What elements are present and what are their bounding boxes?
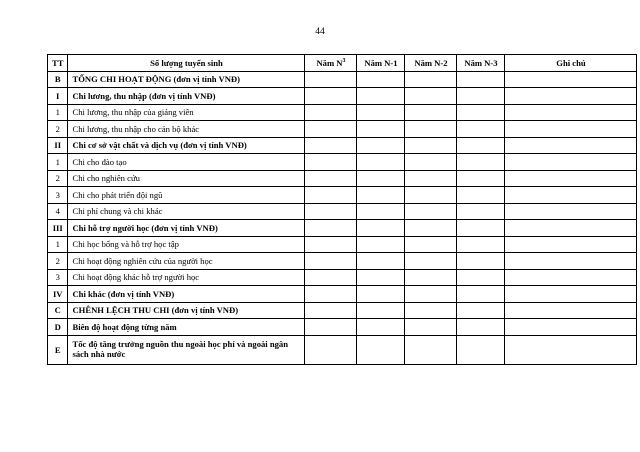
row-year-n1-cell xyxy=(357,104,405,121)
row-description-cell: Chi lương, thu nhập (đơn vị tính VNĐ) xyxy=(68,88,305,105)
row-tt-cell: C xyxy=(48,302,68,319)
row-description-cell: Chi cho nghiên cứu xyxy=(68,170,305,187)
row-notes-cell xyxy=(505,253,637,270)
row-tt-cell: IV xyxy=(48,286,68,303)
row-year-n3-cell xyxy=(457,220,505,237)
row-year-n1-cell xyxy=(357,88,405,105)
page-number: 44 xyxy=(315,27,325,37)
table-row xyxy=(48,269,637,286)
row-description-cell: Chi lương, thu nhập của giảng viên xyxy=(68,104,305,121)
row-notes-cell xyxy=(505,154,637,171)
row-description-cell: Chi cơ sở vật chất và dịch vụ (đơn vị tính VNĐ) xyxy=(68,137,305,154)
table-row xyxy=(48,286,637,303)
row-year-n-cell xyxy=(305,236,357,253)
row-year-n1-cell xyxy=(357,253,405,270)
row-year-n1-cell xyxy=(357,203,405,220)
row-description-cell: Chi cho đào tạo xyxy=(68,154,305,171)
row-year-n-cell xyxy=(305,104,357,121)
row-year-n-cell xyxy=(305,319,357,336)
row-year-n1-cell xyxy=(357,170,405,187)
row-year-n-cell xyxy=(305,335,357,364)
row-description-cell: CHÊNH LỆCH THU CHI (đơn vị tính VNĐ) xyxy=(68,302,305,319)
table-row xyxy=(48,253,637,270)
row-tt-cell: E xyxy=(48,335,68,364)
row-description-cell: Biên độ hoạt động từng năm xyxy=(68,319,305,336)
row-year-n2-cell xyxy=(405,269,457,286)
row-year-n1-cell xyxy=(357,319,405,336)
row-year-n3-cell xyxy=(457,121,505,138)
header-notes: Ghi chú xyxy=(505,55,637,72)
row-year-n-cell xyxy=(305,302,357,319)
row-tt-cell: 2 xyxy=(48,170,68,187)
row-year-n3-cell xyxy=(457,104,505,121)
table-row xyxy=(48,154,637,171)
row-description-cell: Chi hoạt động nghiên cứu của người học xyxy=(68,253,305,270)
row-year-n1-cell xyxy=(357,220,405,237)
row-year-n-cell xyxy=(305,203,357,220)
row-year-n3-cell xyxy=(457,335,505,364)
row-year-n2-cell xyxy=(405,137,457,154)
table-row xyxy=(48,121,637,138)
row-tt-cell: 1 xyxy=(48,154,68,171)
row-notes-cell xyxy=(505,236,637,253)
row-tt-cell: II xyxy=(48,137,68,154)
row-year-n-cell xyxy=(305,71,357,88)
row-notes-cell xyxy=(505,121,637,138)
row-year-n-cell xyxy=(305,88,357,105)
row-notes-cell xyxy=(505,187,637,204)
row-year-n3-cell xyxy=(457,187,505,204)
header-year-n3: Năm N-3 xyxy=(457,55,505,72)
row-year-n2-cell xyxy=(405,286,457,303)
row-year-n-cell xyxy=(305,170,357,187)
row-year-n2-cell xyxy=(405,71,457,88)
row-year-n3-cell xyxy=(457,286,505,303)
row-tt-cell: 2 xyxy=(48,121,68,138)
row-year-n-cell xyxy=(305,269,357,286)
row-description-cell: Chi hoạt động khác hỗ trợ người học xyxy=(68,269,305,286)
row-year-n-cell xyxy=(305,220,357,237)
table-row xyxy=(48,170,637,187)
row-description-cell: Chi học bổng và hỗ trợ học tập xyxy=(68,236,305,253)
row-description-cell: TỔNG CHI HOẠT ĐỘNG (đơn vị tính VNĐ) xyxy=(68,71,305,88)
row-year-n1-cell xyxy=(357,286,405,303)
row-year-n2-cell xyxy=(405,104,457,121)
table-row xyxy=(48,220,637,237)
header-year-n-sup: 3 xyxy=(342,57,346,64)
row-year-n3-cell xyxy=(457,88,505,105)
row-year-n2-cell xyxy=(405,203,457,220)
table-row xyxy=(48,236,637,253)
row-description-cell: Chi cho phát triển đội ngũ xyxy=(68,187,305,204)
row-year-n-cell xyxy=(305,253,357,270)
row-year-n3-cell xyxy=(457,269,505,286)
row-year-n-cell xyxy=(305,286,357,303)
row-tt-cell: 4 xyxy=(48,203,68,220)
row-notes-cell xyxy=(505,71,637,88)
table-row xyxy=(48,71,637,88)
row-year-n1-cell xyxy=(357,269,405,286)
row-notes-cell xyxy=(505,286,637,303)
row-notes-cell xyxy=(505,319,637,336)
row-description-cell: Chi hỗ trợ người học (đơn vị tính VNĐ) xyxy=(68,220,305,237)
row-year-n-cell xyxy=(305,121,357,138)
row-tt-cell: 1 xyxy=(48,104,68,121)
row-year-n3-cell xyxy=(457,170,505,187)
row-year-n2-cell xyxy=(405,319,457,336)
row-tt-cell: B xyxy=(48,71,68,88)
row-year-n1-cell xyxy=(357,71,405,88)
row-year-n1-cell xyxy=(357,236,405,253)
row-year-n3-cell xyxy=(457,319,505,336)
row-year-n-cell xyxy=(305,187,357,204)
row-year-n1-cell xyxy=(357,154,405,171)
row-year-n2-cell xyxy=(405,187,457,204)
row-year-n2-cell xyxy=(405,170,457,187)
table-row xyxy=(48,319,637,336)
row-year-n2-cell xyxy=(405,88,457,105)
row-year-n1-cell xyxy=(357,187,405,204)
table-row xyxy=(48,203,637,220)
row-year-n3-cell xyxy=(457,137,505,154)
row-notes-cell xyxy=(505,104,637,121)
row-notes-cell xyxy=(505,88,637,105)
row-notes-cell xyxy=(505,137,637,154)
row-notes-cell xyxy=(505,302,637,319)
row-year-n1-cell xyxy=(357,335,405,364)
expenditure-table xyxy=(47,54,637,365)
row-description-cell: Chi khác (đơn vị tính VNĐ) xyxy=(68,286,305,303)
row-notes-cell xyxy=(505,203,637,220)
row-description-cell: Chi lương, thu nhập cho cán bộ khác xyxy=(68,121,305,138)
header-year-n xyxy=(305,55,357,72)
header-year-n2: Năm N-2 xyxy=(405,55,457,72)
row-notes-cell xyxy=(505,269,637,286)
row-year-n3-cell xyxy=(457,253,505,270)
table-row xyxy=(48,88,637,105)
row-year-n3-cell xyxy=(457,302,505,319)
row-notes-cell xyxy=(505,335,637,364)
row-year-n2-cell xyxy=(405,302,457,319)
row-description-cell: Tốc độ tăng trưởng nguồn thu ngoài học phí và ngoài ngân sách nhà nước xyxy=(68,335,305,364)
row-notes-cell xyxy=(505,220,637,237)
row-tt-cell: I xyxy=(48,88,68,105)
header-tt: TT xyxy=(48,55,68,72)
row-year-n2-cell xyxy=(405,220,457,237)
row-year-n3-cell xyxy=(457,236,505,253)
row-year-n1-cell xyxy=(357,137,405,154)
row-year-n-cell xyxy=(305,154,357,171)
table-header-row xyxy=(48,55,637,72)
row-tt-cell: III xyxy=(48,220,68,237)
row-tt-cell: 1 xyxy=(48,236,68,253)
row-description-cell: Chi phí chung và chi khác xyxy=(68,203,305,220)
table-row xyxy=(48,104,637,121)
table-row xyxy=(48,302,637,319)
header-year-n-label: Năm N xyxy=(316,57,343,68)
row-tt-cell: D xyxy=(48,319,68,336)
row-tt-cell: 2 xyxy=(48,253,68,270)
row-year-n1-cell xyxy=(357,121,405,138)
row-year-n3-cell xyxy=(457,154,505,171)
row-year-n1-cell xyxy=(357,302,405,319)
row-year-n2-cell xyxy=(405,253,457,270)
table-row xyxy=(48,187,637,204)
table-row xyxy=(48,335,637,364)
row-year-n3-cell xyxy=(457,203,505,220)
table-row xyxy=(48,137,637,154)
header-year-n1: Năm N-1 xyxy=(357,55,405,72)
table-body xyxy=(48,71,637,364)
row-tt-cell: 3 xyxy=(48,269,68,286)
row-year-n2-cell xyxy=(405,335,457,364)
row-tt-cell: 3 xyxy=(48,187,68,204)
row-year-n2-cell xyxy=(405,236,457,253)
row-year-n2-cell xyxy=(405,121,457,138)
row-year-n3-cell xyxy=(457,71,505,88)
row-notes-cell xyxy=(505,170,637,187)
row-year-n-cell xyxy=(305,137,357,154)
row-year-n2-cell xyxy=(405,154,457,171)
header-description: Số lượng tuyển sinh xyxy=(68,55,305,72)
